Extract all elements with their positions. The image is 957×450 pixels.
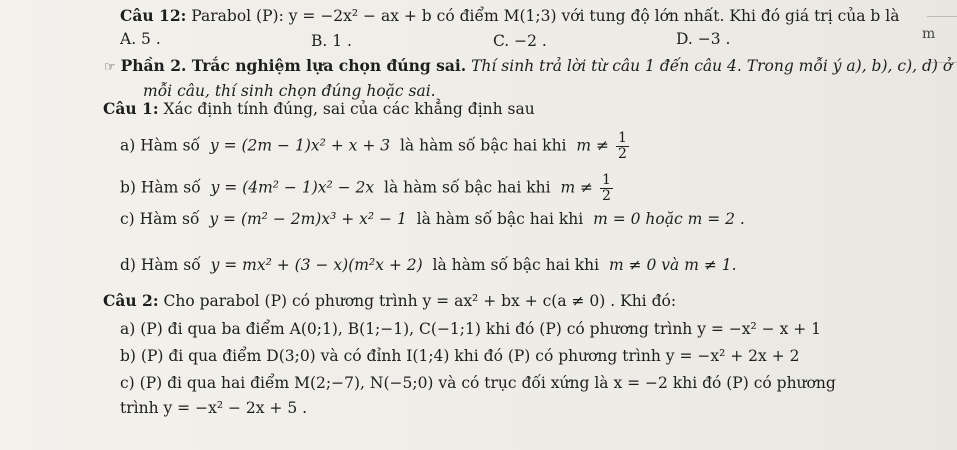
part-2-title: Phần 2. Trắc nghiệm lựa chọn đúng sai.	[120, 56, 467, 75]
formula: y = (m² − 2m)x³ + x² − 1	[209, 210, 407, 228]
question-2	[103, 291, 676, 311]
question-1-text: Xác định tính đúng, sai của các khẳng định sau	[163, 100, 535, 118]
formula: y = (4m² − 1)x² − 2x	[210, 178, 375, 197]
statement-label: a) Hàm số	[120, 136, 201, 155]
condition: m ≠	[576, 136, 610, 155]
question-1	[103, 99, 535, 119]
statement-2a: a) (P) đi qua ba điểm A(0;1), B(1;−1), C(−1;1) khi đó (P) có phương trình y = −x² − x + 1	[120, 320, 822, 338]
statement-text: là hàm số bậc hai khi	[399, 136, 567, 155]
fraction-one-half: $\frac{1}{2}$	[602, 172, 611, 204]
option-b: B. 1 .	[311, 32, 352, 50]
statement-label: c) Hàm số	[120, 210, 200, 228]
question-12-text: Parabol (P): y = −2x² − ax + b có điểm M(1;3) với tung độ lớn nhất. Khi đó giá trị của b là	[191, 7, 900, 25]
condition: m = 0 hoặc m = 2 .	[593, 210, 745, 228]
question-2-label: Câu 2:	[103, 291, 159, 310]
statement-2b: b) (P) đi qua điểm D(3;0) và có đỉnh I(1;4) khi đó (P) có phương trình y = −x² + 2x + 2	[120, 347, 800, 365]
option-c: C. −2 .	[493, 32, 547, 50]
edge-rule	[927, 16, 957, 17]
option-a: A. 5 .	[120, 30, 161, 48]
condition: m ≠ 0 và m ≠ 1.	[608, 256, 737, 274]
statement-2c-cont: trình y = −x² − 2x + 5 .	[120, 399, 308, 417]
statement-label: b) Hàm số	[120, 178, 201, 197]
formula: y = mx² + (3 − x)(m²x + 2)	[210, 256, 423, 274]
margin-mark: m	[922, 26, 936, 42]
question-1-label: Câu 1:	[103, 99, 159, 118]
question-2-text: Cho parabol (P) có phương trình y = ax² + bx + c(a ≠ 0) . Khi đó:	[163, 292, 677, 310]
part-2-instruction: Thí sinh trả lời từ câu 1 đến câu 4. Trong mỗi ý a), b), c), d) ở	[471, 57, 953, 75]
part-2-header	[104, 56, 952, 78]
statement-text: là hàm số bậc hai khi	[432, 256, 600, 274]
fraction-one-half: $\frac{1}{2}$	[617, 130, 627, 162]
option-d: D. −3 .	[676, 30, 731, 48]
question-12	[120, 6, 899, 26]
pointing-hand-icon: ☞	[104, 60, 116, 75]
part-2-instruction-cont: mỗi câu, thí sinh chọn đúng hoặc sai.	[143, 82, 436, 100]
statement-text: là hàm số bậc hai khi	[384, 178, 551, 197]
statement-1a	[120, 131, 631, 162]
statement-2c: c) (P) đi qua hai điểm M(2;−7), N(−5;0) và có trục đối xứng là x = −2 khi đó (P) có phương	[120, 374, 836, 392]
statement-label: d) Hàm số	[120, 256, 201, 274]
statement-1d	[120, 255, 737, 275]
statement-text: là hàm số bậc hai khi	[416, 210, 584, 228]
question-12-label: Câu 12:	[120, 6, 187, 25]
condition: m ≠	[560, 178, 594, 197]
formula: y = (2m − 1)x² + x + 3	[209, 136, 391, 155]
statement-1b	[120, 173, 615, 204]
statement-1c	[120, 209, 745, 229]
